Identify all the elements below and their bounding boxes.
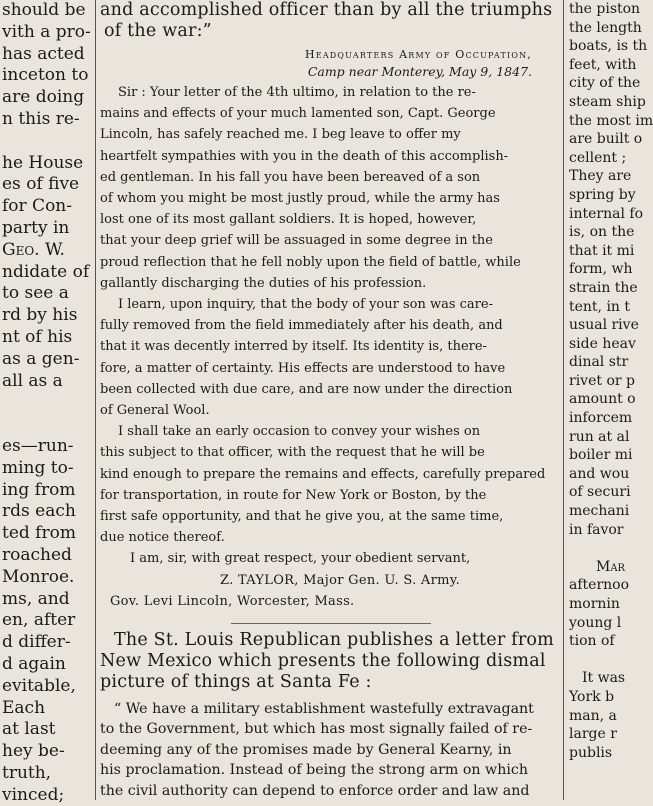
left-line: n this re- bbox=[2, 108, 80, 129]
body-line: I shall take an early occasion to convey your wishes on bbox=[118, 424, 481, 440]
left-line: ms, and bbox=[2, 588, 70, 609]
right-line: city of the bbox=[569, 75, 641, 92]
column-rule-left bbox=[95, 0, 96, 800]
santa-fe-article bbox=[100, 630, 562, 802]
right-line: inforcem bbox=[569, 410, 633, 427]
right-line: mornin bbox=[569, 596, 620, 612]
body-line: for transportation, in route for New York or Boston, by the bbox=[100, 487, 487, 503]
right-line: tent, in t bbox=[569, 298, 631, 315]
left-line: he House bbox=[2, 152, 84, 173]
column-rule-right bbox=[563, 0, 564, 800]
intro-line: and accomplished officer than by all the triumphs bbox=[100, 0, 553, 20]
body-line: I learn, upon inquiry, that the body of your son was care- bbox=[118, 297, 493, 313]
letter-paragraph-2 bbox=[100, 294, 562, 421]
right-line: They are bbox=[569, 168, 632, 185]
right-line: boats, is th bbox=[569, 38, 648, 55]
quote-line: the civil authority can depend to enforce order and law and bbox=[100, 782, 530, 799]
left-line bbox=[0, 414, 92, 436]
right-line: form, wh bbox=[569, 261, 633, 278]
right-line bbox=[566, 651, 640, 670]
body-line: been collected with due care, and are now under the direction bbox=[100, 381, 513, 397]
body-line: mains and effects of your much lamented son, Capt. George bbox=[100, 106, 496, 122]
quote-line: “ We have a military establishment wastefully extravagant bbox=[114, 700, 534, 717]
left-line: nt of his bbox=[2, 326, 73, 347]
right-line: mechani bbox=[569, 503, 630, 520]
right-line: of securi bbox=[569, 484, 631, 501]
left-line: Geo. W. bbox=[2, 239, 65, 260]
body-line: gallantly discharging the duties of his profession. bbox=[100, 275, 427, 291]
right-line: usual rive bbox=[569, 317, 639, 334]
right-line: that it mi bbox=[569, 242, 635, 259]
right-line: in favor bbox=[569, 521, 624, 538]
left-line: as a gen- bbox=[2, 348, 80, 369]
letter-paragraph-1 bbox=[100, 82, 562, 294]
left-line: has acted bbox=[2, 43, 85, 64]
right-line: man, a bbox=[569, 707, 617, 724]
right-column bbox=[566, 0, 653, 800]
right-line: large r bbox=[569, 726, 617, 743]
body-line: Sir : Your letter of the 4th ultimo, in relation to the re- bbox=[118, 85, 476, 100]
left-line: to see a bbox=[2, 283, 69, 304]
right-line: is, on the bbox=[569, 224, 635, 241]
body-line: lost one of its most gallant soldiers. It is hoped, however, bbox=[100, 212, 477, 228]
left-line bbox=[0, 392, 92, 414]
left-line: d differ- bbox=[2, 632, 71, 653]
letter-addressee: Gov. Levi Lincoln, Worcester, Mass. bbox=[110, 593, 355, 609]
body-line: proud reflection that he fell nobly upon the field of battle, while bbox=[100, 254, 521, 270]
left-line: d again bbox=[2, 653, 66, 674]
left-line: rd by his bbox=[2, 305, 78, 326]
left-line: ming to- bbox=[2, 457, 74, 478]
body-line: due notice thereof. bbox=[100, 530, 225, 546]
left-line: truth, bbox=[2, 762, 52, 783]
main-column bbox=[100, 0, 562, 800]
left-line: inceton to bbox=[2, 65, 89, 86]
left-line: Monroe. bbox=[2, 566, 75, 587]
body-line: that it was decently interred by itself. Its identity is, there- bbox=[100, 339, 487, 355]
body-line: that your deep grief will be assuaged in some degree in the bbox=[100, 233, 493, 249]
body-line: Lincoln, has safely reached me. I beg leave to offer my bbox=[100, 127, 461, 143]
right-line: the most im bbox=[569, 112, 653, 129]
right-line: boiler mi bbox=[569, 447, 633, 464]
article-line: The St. Louis Republican publishes a letter from bbox=[114, 629, 554, 650]
left-line: at last bbox=[2, 719, 56, 740]
right-line: afternoo bbox=[569, 577, 630, 594]
left-line: hey be- bbox=[2, 741, 65, 762]
right-line: strain the bbox=[569, 279, 638, 296]
right-line: are built o bbox=[569, 131, 643, 148]
left-line: en, after bbox=[2, 610, 76, 631]
letter-heading: Headquarters Army of Occupation, bbox=[305, 48, 532, 61]
left-line: all as a bbox=[2, 370, 63, 391]
left-line: are doing bbox=[2, 87, 85, 108]
left-line: party in bbox=[2, 217, 70, 238]
letter-dateline: Camp near Monterey, May 9, 1847. bbox=[307, 64, 532, 79]
right-line bbox=[566, 539, 640, 558]
left-line: should be bbox=[2, 0, 86, 20]
left-line: evitable, bbox=[2, 675, 76, 696]
right-line: cellent ; bbox=[569, 149, 627, 166]
left-column bbox=[0, 0, 92, 805]
body-line: kind enough to prepare the remains and effects, carefully prepared bbox=[100, 466, 546, 482]
left-line bbox=[0, 131, 92, 153]
right-line: tion of bbox=[569, 633, 615, 650]
right-line: dinal str bbox=[569, 354, 629, 371]
quote-line: his proclamation. Instead of being the strong arm on which bbox=[100, 762, 528, 779]
left-line: vith a pro- bbox=[2, 21, 91, 42]
article-line: New Mexico which presents the following dismal bbox=[100, 650, 546, 671]
left-line: rds each bbox=[2, 501, 76, 522]
body-line: this subject to that officer, with the request that he will be bbox=[100, 445, 485, 461]
body-line: of General Wool. bbox=[100, 403, 210, 419]
letter-paragraph-3 bbox=[100, 421, 562, 548]
body-line: fully removed from the field immediately after his death, and bbox=[100, 318, 503, 334]
right-line: It was bbox=[582, 670, 626, 687]
body-line: of whom you might be most justly proud, while the army has bbox=[100, 191, 500, 207]
left-line: vinced; bbox=[2, 784, 65, 805]
right-line: York b bbox=[569, 688, 615, 705]
right-line: the length bbox=[569, 19, 642, 36]
right-line: young l bbox=[569, 614, 622, 631]
quote-line: deeming any of the promises made by General Kearny, in bbox=[100, 741, 512, 758]
body-line: ed gentleman. In his fall you have been bereaved of a son bbox=[100, 169, 481, 185]
left-line: roached bbox=[2, 544, 72, 565]
letter-closing: I am, sir, with great respect, your obedient servant, bbox=[130, 551, 471, 567]
right-line: publis bbox=[569, 744, 613, 761]
right-line: internal fo bbox=[569, 205, 643, 222]
left-line: for Con- bbox=[2, 196, 72, 217]
right-line: spring by bbox=[569, 186, 636, 203]
left-line: ing from bbox=[2, 479, 76, 500]
right-line: steam ship bbox=[569, 93, 646, 110]
letter-signature: Z. TAYLOR, Major Gen. U. S. Army. bbox=[220, 572, 461, 588]
left-line: es of five bbox=[2, 174, 80, 195]
right-line: rivet or p bbox=[569, 372, 635, 389]
intro-line: of the war:” bbox=[104, 21, 212, 41]
right-line: run at al bbox=[569, 428, 630, 445]
left-line: es—run- bbox=[2, 435, 74, 456]
left-line: Each bbox=[2, 697, 46, 718]
body-line: fore, a matter of certainty. His effects are understood to have bbox=[100, 360, 506, 376]
right-line: side heav bbox=[569, 335, 636, 352]
right-line: feet, with bbox=[569, 56, 637, 73]
body-line: first safe opportunity, and that he give you, at the same time, bbox=[100, 509, 504, 525]
article-line: picture of things at Santa Fe : bbox=[100, 671, 372, 692]
left-line: ted from bbox=[2, 523, 76, 544]
left-line: ndidate of bbox=[2, 261, 90, 282]
right-line: the piston bbox=[569, 1, 641, 17]
quote-line: to the Government, but which has most signally failed of re- bbox=[100, 721, 533, 738]
body-line: heartfelt sympathies with you in the death of this accomplish- bbox=[100, 148, 509, 164]
right-line: amount o bbox=[569, 391, 636, 408]
right-line: Mar bbox=[596, 558, 626, 575]
right-line: and wou bbox=[569, 465, 630, 482]
article-separator bbox=[231, 623, 431, 624]
